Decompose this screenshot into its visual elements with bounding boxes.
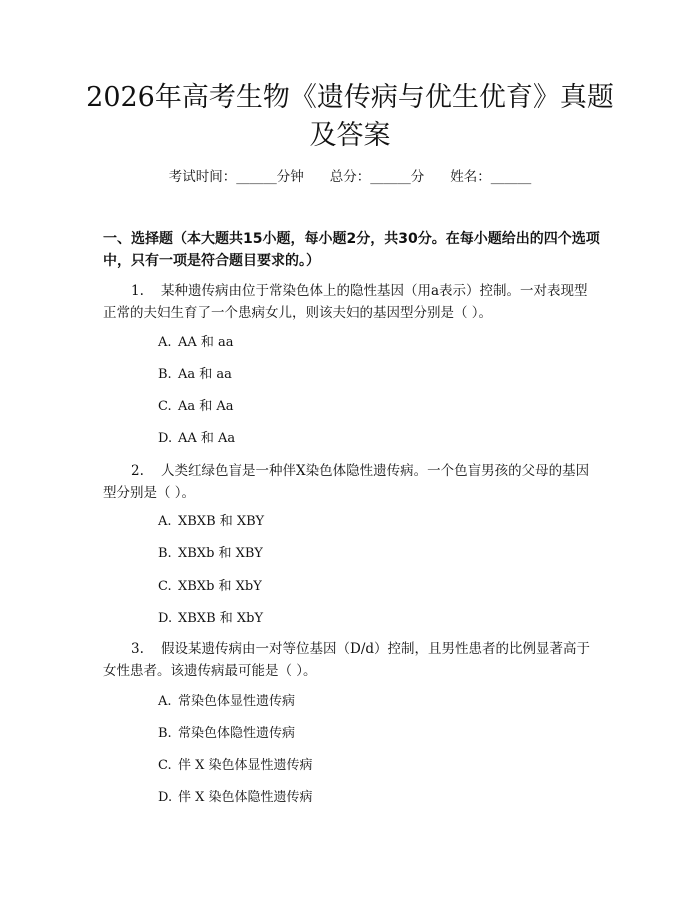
exam-time-field: 考试时间：______分钟 [168, 169, 304, 185]
question-2 [103, 460, 608, 504]
exam-meta [0, 167, 700, 187]
option-2b: B. XBXb 和 XBY [158, 546, 263, 561]
student-name-field: 姓名：______ [450, 169, 532, 185]
option-3c: C. 伴 X 染色体显性遗传病 [158, 758, 313, 773]
question-text: 假设某遗传病由一对等位基因（D/d）控制，且男性患者的比例显著高于 [161, 641, 591, 657]
question-text-cont: 女性患者。该遗传病最可能是（ ）。 [103, 663, 317, 679]
option-3b: B. 常染色体隐性遗传病 [158, 726, 296, 741]
option-3d: D. 伴 X 染色体隐性遗传病 [158, 790, 313, 805]
option-1d: D. AA 和 Aa [158, 431, 236, 446]
section-heading: 一、选择题（本大题共15小题，每小题2分，共30分。在每小题给出的四个选项中，只有一项是符合题目要求的。） [103, 231, 600, 269]
option-2c: C. XBXb 和 XbY [158, 579, 262, 594]
question-number: 1. [131, 283, 144, 299]
option-2d: D. XBXB 和 XbY [158, 611, 264, 626]
question-text-cont: 型分别是（ ）。 [103, 485, 196, 501]
question-text: 人类红绿色盲是一种伴X染色体隐性遗传病。一个色盲男孩的父母的基因 [161, 463, 590, 479]
page-title: 2026年高考生物《遗传病与优生优育》真题 [86, 82, 614, 113]
option-1b: B. Aa 和 aa [158, 367, 232, 382]
option-2a: A. XBXB 和 XBY [158, 514, 265, 529]
question-text-cont: 正常的夫妇生育了一个患病女儿，则该夫妇的基因型分别是（ ）。 [103, 305, 493, 321]
page-title-line-2: 及答案 [309, 120, 391, 151]
question-3 [103, 638, 608, 682]
question-number: 2. [131, 463, 144, 479]
total-score-field: 总分：______分 [329, 169, 425, 185]
option-3a: A. 常染色体显性遗传病 [158, 694, 296, 709]
option-1a: A. AA 和 aa [158, 335, 234, 350]
question-1 [103, 280, 608, 324]
question-number: 3. [131, 641, 144, 657]
question-text: 某种遗传病由位于常染色体上的隐性基因（用a表示）控制。一对表现型 [161, 283, 588, 299]
option-1c: C. Aa 和 Aa [158, 399, 234, 414]
